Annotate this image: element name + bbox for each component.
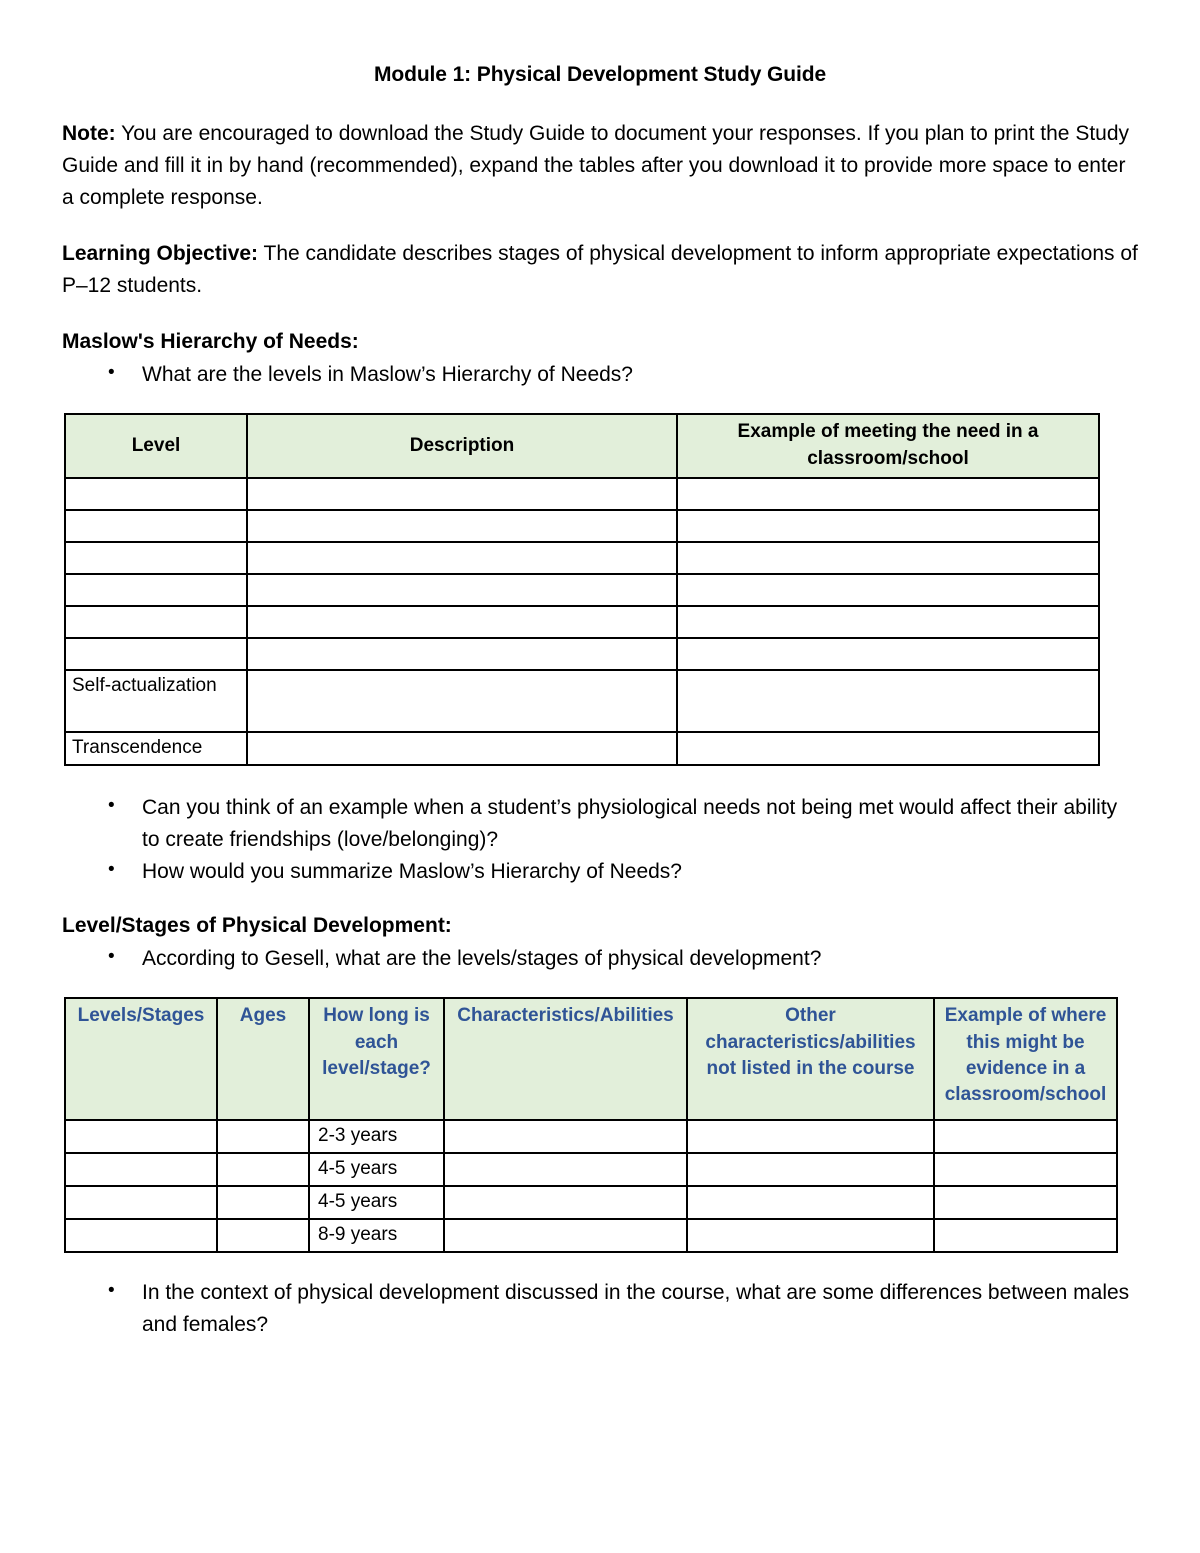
column-header-example: Example of where this might be evidence in a classroom/school [934, 998, 1117, 1120]
cell-level[interactable] [65, 606, 247, 638]
cell-example[interactable] [677, 606, 1099, 638]
cell-example[interactable] [677, 574, 1099, 606]
cell-other[interactable] [687, 1120, 934, 1153]
table-row [65, 478, 1099, 510]
cell-example[interactable] [677, 638, 1099, 670]
table-header-row [65, 998, 1117, 1120]
column-header-ages: Ages [217, 998, 309, 1120]
cell-level[interactable] [65, 510, 247, 542]
cell-level[interactable]: Self-actualization [65, 670, 247, 732]
note-label: Note: [62, 122, 116, 146]
table-row [65, 542, 1099, 574]
cell-description[interactable] [247, 732, 677, 765]
column-header-example: Example of meeting the need in a classroom/school [677, 414, 1099, 478]
list-item: • Can you think of an example when a student’s physiological needs not being met would affect their ability to create friendships (love/belonging)? [62, 792, 1138, 856]
cell-example[interactable] [934, 1120, 1117, 1153]
cell-characteristics[interactable] [444, 1186, 687, 1219]
stages-followup-bullet-list [62, 1277, 1138, 1341]
column-header-levels-stages: Levels/Stages [65, 998, 217, 1120]
cell-level[interactable] [65, 478, 247, 510]
cell-how-long[interactable]: 4-5 years [309, 1153, 444, 1186]
cell-level[interactable] [65, 638, 247, 670]
page-title: Module 1: Physical Development Study Guide [373, 63, 827, 86]
list-item: • What are the levels in Maslow’s Hierarchy of Needs? [62, 359, 1138, 391]
note-text: You are encouraged to download the Study Guide to document your responses. If you plan to print the Study Guide and fill it in by hand (recommended), expand the tables after you download it to provide more space to enter a complete response. [62, 122, 1130, 210]
cell-description[interactable] [247, 638, 677, 670]
cell-ages[interactable] [217, 1186, 309, 1219]
maslow-intro-bullet-list [62, 359, 1138, 391]
list-item: • How would you summarize Maslow’s Hierarchy of Needs? [62, 856, 1138, 888]
cell-levels-stages[interactable] [65, 1120, 217, 1153]
cell-levels-stages[interactable] [65, 1186, 217, 1219]
cell-description[interactable] [247, 478, 677, 510]
learning-objective-text: The candidate describes stages of physical development to inform appropriate expectations of P–12 students. [62, 241, 1138, 297]
cell-description[interactable] [247, 510, 677, 542]
table-row [65, 1186, 1117, 1219]
table-row [65, 670, 1099, 732]
cell-example[interactable] [677, 732, 1099, 765]
cell-other[interactable] [687, 1186, 934, 1219]
maslow-section-heading: Maslow's Hierarchy of Needs: [62, 329, 359, 353]
table-row [65, 638, 1099, 670]
table-row [65, 1120, 1117, 1153]
column-header-other-characteristics: Other characteristics/abilities not listed in the course [687, 998, 934, 1120]
cell-characteristics[interactable] [444, 1219, 687, 1252]
gesell-stages-table [64, 997, 1118, 1253]
stages-intro-bullet-list [62, 943, 1138, 975]
cell-example[interactable] [934, 1153, 1117, 1186]
table-header-row [65, 414, 1099, 478]
cell-description[interactable] [247, 542, 677, 574]
list-item: • According to Gesell, what are the levels/stages of physical development? [62, 943, 1138, 975]
cell-level[interactable] [65, 542, 247, 574]
learning-objective-paragraph [62, 238, 1138, 302]
cell-example[interactable] [934, 1186, 1117, 1219]
cell-example[interactable] [677, 670, 1099, 732]
cell-levels-stages[interactable] [65, 1153, 217, 1186]
cell-characteristics[interactable] [444, 1153, 687, 1186]
table-row [65, 510, 1099, 542]
maslow-followup-bullet-list [62, 792, 1138, 888]
cell-description[interactable] [247, 574, 677, 606]
list-item: • In the context of physical development discussed in the course, what are some differences between males and females? [62, 1277, 1138, 1341]
column-header-description: Description [247, 414, 677, 478]
table-row [65, 732, 1099, 765]
note-paragraph [62, 118, 1138, 214]
cell-how-long[interactable]: 8-9 years [309, 1219, 444, 1252]
cell-description[interactable] [247, 606, 677, 638]
cell-other[interactable] [687, 1153, 934, 1186]
cell-description[interactable] [247, 670, 677, 732]
cell-example[interactable] [934, 1219, 1117, 1252]
cell-ages[interactable] [217, 1153, 309, 1186]
cell-ages[interactable] [217, 1219, 309, 1252]
cell-characteristics[interactable] [444, 1120, 687, 1153]
table-row [65, 574, 1099, 606]
cell-ages[interactable] [217, 1120, 309, 1153]
cell-how-long[interactable]: 4-5 years [309, 1186, 444, 1219]
cell-example[interactable] [677, 510, 1099, 542]
cell-example[interactable] [677, 478, 1099, 510]
column-header-how-long: How long is each level/stage? [309, 998, 444, 1120]
cell-level[interactable] [65, 574, 247, 606]
table-row [65, 1153, 1117, 1186]
table-row [65, 1219, 1117, 1252]
maslow-hierarchy-table [64, 413, 1100, 766]
column-header-characteristics: Characteristics/Abilities [444, 998, 687, 1120]
cell-levels-stages[interactable] [65, 1219, 217, 1252]
cell-how-long[interactable]: 2-3 years [309, 1120, 444, 1153]
cell-other[interactable] [687, 1219, 934, 1252]
table-row [65, 606, 1099, 638]
column-header-level: Level [65, 414, 247, 478]
cell-level[interactable]: Transcendence [65, 732, 247, 765]
cell-example[interactable] [677, 542, 1099, 574]
learning-objective-label: Learning Objective: [62, 241, 259, 265]
stages-section-heading: Level/Stages of Physical Development: [62, 913, 452, 937]
